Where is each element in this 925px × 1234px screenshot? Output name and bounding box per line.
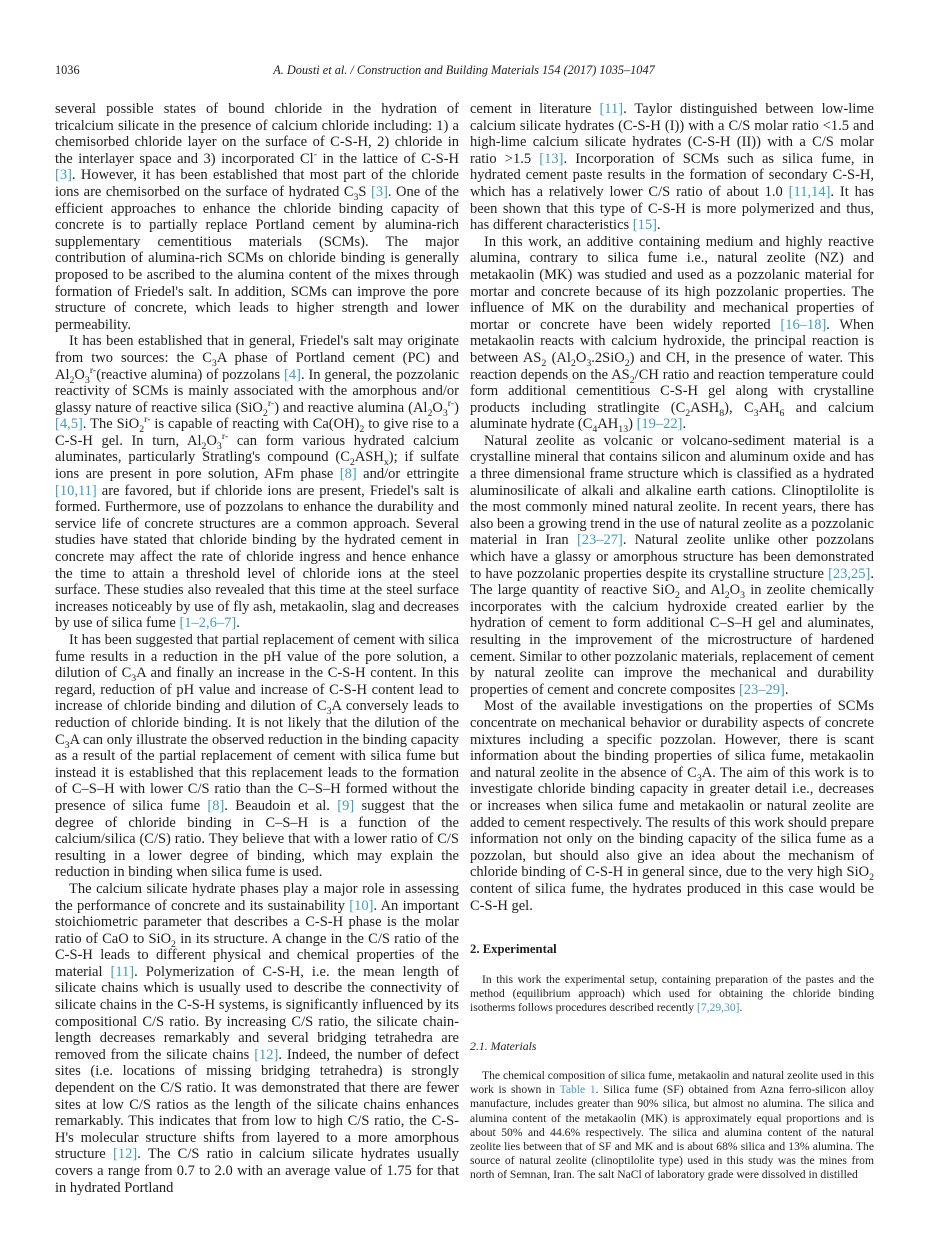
subscript: 2 xyxy=(724,590,730,602)
subscript: 2 xyxy=(570,357,576,369)
citation-ref[interactable]: [12] xyxy=(254,1046,279,1063)
subscript: 2 xyxy=(541,357,547,369)
subscript: 13 xyxy=(618,424,629,436)
subscript: 3 xyxy=(353,191,359,203)
subscript: 3 xyxy=(64,739,70,751)
section-heading: 2. Experimental xyxy=(470,942,557,957)
subscript: 2 xyxy=(262,407,268,419)
subscript: 4 xyxy=(592,424,598,436)
superscript: r- xyxy=(447,397,455,409)
paragraph: It has been suggested that partial replacement of cement with silica fume results in a reduction in the pH value of the pore solution, a dilution of $C_3A$ and finally an increase in the C-S-H content. In this regard, reduction of pH value and increase of C-S-H content lead to increase of chloride binding and dilution of $C_3A$ conversely leads to reduction of chloride binding. It is not likely that the dilution of the $C_3A$ can only illustrate the observed reduction in the binding capacity as a result of the partial replacement of cement with silica fume but instead it is established that this replacement leads to the formation of C–S–H with lower C/S ratio than the C–S–H formed without the presence of silica fume [8]. Beaudoin et al. [9] suggest that the degree of chloride binding in C–S–H is a function of the calcium/silica (C/S) ratio. They believe that with a lower ratio of C/S resulting in a lower degree of binding, which may explain the reduction in binding when silica fume is used. xyxy=(55,632,459,881)
superscript: - xyxy=(313,148,317,160)
page-number: 1036 xyxy=(55,63,80,77)
citation-ref[interactable]: [11] xyxy=(110,963,135,980)
subscript: 3 xyxy=(740,590,746,602)
subscript: 8 xyxy=(719,407,725,419)
paragraph: In this work the experimental setup, containing preparation of the pastes and the method (equilibrium approach) which used for obtaining the chloride binding isotherms follows procedures described recently [7,29,30]. xyxy=(470,972,874,1015)
subscript: 2 xyxy=(349,457,355,469)
subscript: 3 xyxy=(216,440,222,452)
subscript: 3 xyxy=(84,374,90,386)
table-link[interactable]: Table 1 xyxy=(559,1083,596,1097)
paragraph: In this work, an additive containing medium and highly reactive alumina, contrary to silica fume i.e., natural zeolite (NZ) and metakaolin (MK) was studied and used as a pozzolanic material for mortar and concrete because of its high pozzolanic properties. The influence of MK on the durability and mechanical properties of mortar or concrete have been widely reported [16–18]. When metakaolin reacts with calcium hydroxide, the principal reaction is between $AS_2$ $(Al_2O_3.2SiO_2)$ and CH, in the presence of water. This reaction depends on the $AS_2/CH$ ratio and reaction temperature could form additional cementitious C-S-H gel along with crystalline products including stratlingite $(C_2ASH_8)$, $C_3AH_6$ and calcium aluminate hydrate $(C_4AH_{13})$ [19–22]. xyxy=(470,233,874,436)
paragraph: Natural zeolite as volcanic or volcano-sediment material is a crystalline mineral that contains silicon and aluminum oxide and has a three dimensional frame structure which is classified as a hydrated aluminosilicate of alkali and alkaline earth cations. Clinoptilolite is the most commonly mined natural zeolite. In recent years, there has also been a growing trend in the use of natural zeolite as a pozzolanic material in Iran [23–27]. Natural zeolite unlike other pozzolans which have a glassy or amorphous structure has been demonstrated to have pozzolanic properties despite its crystalline structure [23,25]. The large quantity of reactive SiO$_2$ and $Al_2O_3$ in zeolite chemically incorporates with the calcium hydroxide created earlier by the hydration of cement to form additional C–S–H gel and aluminates, resulting in the improvement of the microstructure of hardened cement. Similar to other pozzolanic materials, replacement of cement by natural zeolite can improve the mechanical and durability properties of cement and concrete composites [23–29]. xyxy=(470,432,875,698)
citation-ref[interactable]: [12] xyxy=(113,1146,138,1163)
paragraph: It has been established that in general, Friedel's salt may originate from two sources: the $C_3A$ phase of Portland cement (PC) and $Al_2O_3^{r-}(reactive$ alumina) of pozzolans [4]. In general, the pozzolanic reactivity of SCMs is mainly associated with the amorphous and/or glassy nature of reactive silica (SiO$_2^{r-}$) and reactive alumina $(Al_2O_3^{r-})$ [4,5]. The SiO$_2^{r-}$ is capable of reacting with $Ca(OH)_2$ to give rise to a C-S-H gel. In turn, $Al_2O_3^{r-}$ can form various hydrated calcium aluminates, particularly Stratling's compound $(C_2ASH_x)$; if sulfate ions are present in pore solution, AFm phase [8] and/or ettringite [10,11] are favored, but if chloride ions are present, Friedel's salt is formed. Furthermore, use of pozzolans to enhance the durability and service life of concrete structures are a common approach. Several studies have stated that chloride binding by the hydrated cement in concrete may affect the rate of chloride ingress and hence enhance the time to attain a threshold level of chloride ions at the steel surface. These studies also revealed that this time at the steel surface increases noticeably by use of fly ash, metakaolin, slag and decreases by use of silica fume [1–2,6–7]. xyxy=(55,333,460,632)
citation-ref[interactable]: [11,14] xyxy=(788,183,831,200)
subscript: 2 xyxy=(359,424,365,436)
journal-citation-line: A. Dousti et al. / Construction and Building Materials 154 (2017) 1035–1047 xyxy=(273,63,655,77)
citation-ref[interactable]: [10] xyxy=(349,897,374,914)
paragraph: cement in literature [11]. Taylor distinguished between low-lime calcium silicate hydrates (C-S-H (I)) with a C/S molar ratio <1.5 and high-lime calcium silicate hydrates (C-S-H (II)) with a C/S molar ratio >1.5 [13]. Incorporation of SCMs such as silica fume, in hydrated cement paste results in the formation of secondary C-S-H, which has a relatively lower C/S ratio of about 1.0 [11,14]. It has been shown that this type of C-S-H is more polymerized and thus, has different characteristics [15]. xyxy=(470,101,875,234)
subscript: 3 xyxy=(696,772,702,784)
subscript: 2 xyxy=(674,590,680,602)
subscript: 2 xyxy=(427,407,433,419)
citation-ref[interactable]: [19–22] xyxy=(636,416,683,433)
subscript: 3 xyxy=(131,673,137,685)
superscript: r- xyxy=(89,364,97,376)
running-header xyxy=(55,63,873,78)
subscript: 2 xyxy=(171,938,176,950)
citation-ref[interactable]: [23,25] xyxy=(828,565,871,582)
citation-ref[interactable]: [3] xyxy=(371,183,388,200)
superscript: r- xyxy=(144,414,151,426)
paragraph: several possible states of bound chloride in the hydration of tricalcium silicate in the presence of calcium chloride including: 1) a chemisorbed chloride layer on the surface of C-S-H, 2) chloride in the interlayer space and 3) incorporated Cl- in the lattice of C-S-H [3]. However, it has been established that most part of the chloride ions are chemisorbed on the surface of hydrated $C_3S$ [3]. One of the efficient approaches to enhance the chloride binding capacity of concrete is to partially replace Portland cement by alumina-rich supplementary cementitious materials (SCMs). The major contribution of alumina-rich SCMs on chloride binding is generally proposed to be ascribed to the alumina content of the mixes through formation of Friedel's salt. In addition, SCMs can improve the pore structure of concrete, which leads to higher strength and lower permeability. xyxy=(55,101,460,333)
paragraph: The calcium silicate hydrate phases play a major role in assessing the performance of concrete and its sustainability [10]. An important stoichiometric parameter that describes a C-S-H phase is the molar ratio of CaO to SiO$_2$ in its structure. A change in the C/S ratio of the C-S-H leads to different physical and chemical properties of the material [11]. Polymerization of C-S-H, i.e. the mean length of silicate chains which is usually used to describe the connectivity of silicate chains in the C-S-H systems, is significantly influenced by its compositional C/S ratio. By increasing C/S ratio, the silicate chain-length decreases remarkably and several bridging tetrahedra are removed from the silicate chains [12]. Indeed, the number of defect sites (i.e. locations of missing bridging tetrahedra) is strongly dependent on the C/S ratio. It was demonstrated that there are fewer sites at low C/S ratios as the length of the silicate chains enhances remarkably. This indicates that from low to high C/S ratio, the C-S-H's molecular structure shifts from layered to a more amorphous structure [12]. The C/S ratio in calcium silicate hydrates usually covers a range from 0.7 to 2.0 with an average value of 1.75 for that in hydrated Portland xyxy=(55,880,459,1196)
citation-ref[interactable]: [8] xyxy=(207,797,225,814)
subscript: 3 xyxy=(442,407,448,419)
paragraph: Most of the available investigations on the properties of SCMs concentrate on mechanical behavior or durability aspects of concrete mixtures including a specific pozzolan. However, there is scant information about the binding properties of silica fume, metakaolin and natural zeolite in the absence of $C_3A$. The aim of this work is to investigate chloride binding capacity in greater detail i.e., decreases or increases when silica fume and metakaolin or natural zeolite are added to cement respectively. The results of this work should prepare information not only on the binding capacity of the silica fume as a pozzolan, but should also give an idea about the mechanism of chloride binding of C-S-H in general since, due to the very high SiO$_2$ content of silica fume, the hydrates produced in this case would be C-S-H gel. xyxy=(470,698,875,914)
subscript: 3 xyxy=(586,357,592,369)
right-column xyxy=(470,101,874,1183)
subsection-heading: 2.1. Materials xyxy=(470,1039,537,1054)
subscript: 3 xyxy=(211,357,217,369)
citation-ref[interactable]: [13] xyxy=(539,150,564,167)
citation-ref[interactable]: [8] xyxy=(339,466,357,483)
superscript: r- xyxy=(267,397,275,409)
citation-ref[interactable]: [11] xyxy=(599,101,624,117)
citation-ref[interactable]: [7,29,30] xyxy=(696,1001,740,1015)
citation-ref[interactable]: [16–18] xyxy=(780,316,827,333)
subscript: 2 xyxy=(685,407,691,419)
subscript: 2 xyxy=(869,872,874,884)
citation-ref[interactable]: [3] xyxy=(55,167,72,184)
subscript: 3 xyxy=(326,706,332,718)
subscript: 6 xyxy=(779,407,785,419)
subscript: 3 xyxy=(753,407,759,419)
citation-ref[interactable]: [23–29] xyxy=(738,681,785,698)
citation-ref[interactable]: [4] xyxy=(284,366,301,383)
citation-ref[interactable]: [10,11] xyxy=(55,482,97,499)
subscript: 2 xyxy=(624,357,630,369)
citation-ref[interactable]: [15] xyxy=(632,217,657,234)
paragraph: The chemical composition of silica fume, metakaolin and natural zeolite used in this work is shown in Table 1. Silica fume (SF) obtained from Azna ferro-silicon alloy manufacture, includes greater than 90% silica, but almost no alumina. The silica and alumina content of the metakaolin (MK) is approximately equal proportions and is about 50% and 44.6% respectively. The silica and alumina content of the natural zeolite lies between that of SF and MK and is about 68% silica and 13% alumina. The source of natural zeolite (clinoptilolite type) used in this study was the mines from north of Semnan, Iran. The salt NaCl of laboratory grade were dissolved in distilled xyxy=(470,1068,874,1182)
citation-ref[interactable]: [1–2,6–7] xyxy=(179,615,237,632)
citation-ref[interactable]: [9] xyxy=(337,797,355,814)
subscript: 2 xyxy=(139,424,145,436)
citation-ref[interactable]: [4,5] xyxy=(55,416,83,433)
citation-ref[interactable]: [23–27] xyxy=(576,532,623,549)
subscript: 2 xyxy=(69,374,75,386)
superscript: r- xyxy=(221,431,229,443)
subscript: x xyxy=(383,457,389,469)
left-column xyxy=(55,101,459,1196)
subscript: 2 xyxy=(201,440,207,452)
subscript: 2 xyxy=(629,374,635,386)
